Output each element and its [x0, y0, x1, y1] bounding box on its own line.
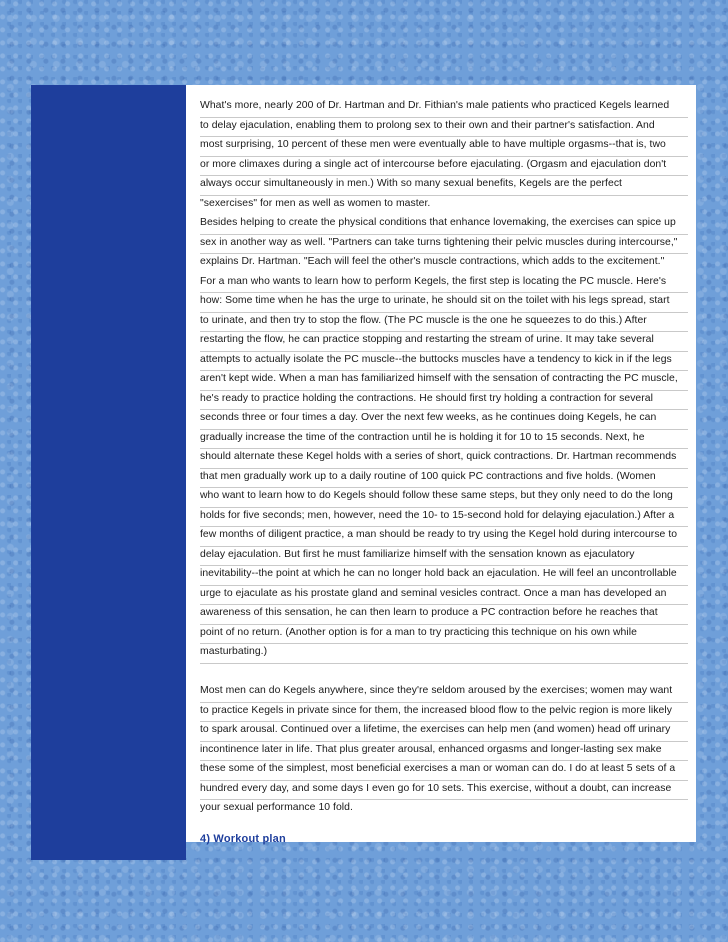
text-line: aren't kept wide. When a man has familiarized himself with the sensation of contracting the PC muscle,	[200, 371, 688, 391]
text-line: sex in another way as well. "Partners can take turns tightening their pelvic muscles during intercourse,"	[200, 235, 688, 255]
text-line: that men gradually work up to a daily routine of 100 quick PC contractions and five holds. (Women	[200, 469, 688, 489]
text-line: should alternate these Kegel holds with a series of short, quick contractions. Dr. Hartman recommends	[200, 449, 688, 469]
text-line: Besides helping to create the physical conditions that enhance lovemaking, the exercises can spice up	[200, 215, 688, 235]
text-line: few months of diligent practice, a man should be ready to try using the Kegel hold during intercourse to	[200, 527, 688, 547]
text-line: he's ready to practice holding the contractions. He should first try holding a contraction for several	[200, 391, 688, 411]
text-line: delay ejaculation. But first he must familiarize himself with the sensation known as ejaculatory	[200, 547, 688, 567]
text-line: your sexual performance 10 fold.	[200, 802, 353, 813]
text-line: incontinence later in life. That plus greater arousal, enhanced orgasms and longer-lasting sex make	[200, 742, 688, 762]
text-line: inevitability--the point at which he can no longer hold back an ejaculation. He will feel an uncontrollable	[200, 566, 688, 586]
text-line: how: Some time when he has the urge to urinate, he should sit on the toilet with his legs spread, start	[200, 293, 688, 313]
text-line: to urinate, and then try to stop the flow. (The PC muscle is the one he squeezes to do this.) After	[200, 313, 688, 333]
text-line: explains Dr. Hartman. "Each will feel the other's muscle contractions, which adds to the excitement."	[200, 256, 665, 267]
text-line: point of no return. (Another option is for a man to try practicing this technique on his own while	[200, 625, 688, 645]
text-line: these some of the simplest, most beneficial exercises a man or woman can do. I do at least 5 sets of a	[200, 761, 688, 781]
text-line: urge to ejaculate as his prostate gland and seminal vesicles contract. Once a man has developed an	[200, 586, 688, 606]
text-line: to delay ejaculation, enabling them to prolong sex to their own and their partner's satisfaction. And	[200, 118, 688, 138]
article-body	[200, 98, 688, 845]
text-line: who want to learn how to do Kegels should follow these same steps, but they only need to do the long	[200, 488, 688, 508]
text-line: "sexercises" for men as well as women to master.	[200, 197, 431, 209]
text-line: hundred every day, and some days I even go for 10 sets. This exercise, without a doubt, can increase	[200, 781, 688, 801]
document-page	[186, 85, 696, 845]
text-line: awareness of this sensation, he can then learn to produce a PC contraction before he reaches that	[200, 605, 688, 625]
text-line: gradually increase the time of the contraction until he is holding it for 10 to 15 seconds. Next, he	[200, 430, 688, 450]
left-sidebar-bar	[31, 85, 186, 860]
blank-line	[200, 664, 688, 684]
text-line: For a man who wants to learn how to perform Kegels, the first step is locating the PC muscle. Here's	[200, 274, 688, 294]
text-line: most surprising, 10 percent of these men were eventually able to have multiple orgasms--that is, two	[200, 137, 688, 157]
text-line: to spark arousal. Continued over a lifetime, the exercises can help men (and women) head off urinary	[200, 722, 688, 742]
text-line: seconds three or four times a day. Over the next few weeks, as he continues doing Kegels, he can	[200, 410, 688, 430]
text-line: or more climaxes during a single act of intercourse before ejaculating. (Orgasm and ejaculation don't	[200, 157, 688, 177]
text-line: to practice Kegels in private since for them, the increased blood flow to the pelvic region is more likely	[200, 703, 688, 723]
text-line: What's more, nearly 200 of Dr. Hartman and Dr. Fithian's male patients who practiced Kegels learned	[200, 98, 688, 118]
text-line: always occur simultaneously in men.) With so many sexual benefits, Kegels are the perfect	[200, 176, 688, 196]
text-line: holds for five seconds; men, however, need the 10- to 15-second hold for delaying ejaculation.) After a	[200, 508, 688, 528]
text-line: restarting the flow, he can practice stopping and restarting the stream of urine. It may take several	[200, 332, 688, 352]
section-heading: 4) Workout plan	[200, 832, 286, 845]
text-line: masturbating.)	[200, 644, 688, 664]
text-line: Most men can do Kegels anywhere, since they're seldom aroused by the exercises; women may want	[200, 683, 688, 703]
text-line: attempts to actually isolate the PC muscle--the buttocks muscles have a tendency to kick in if the legs	[200, 352, 688, 372]
